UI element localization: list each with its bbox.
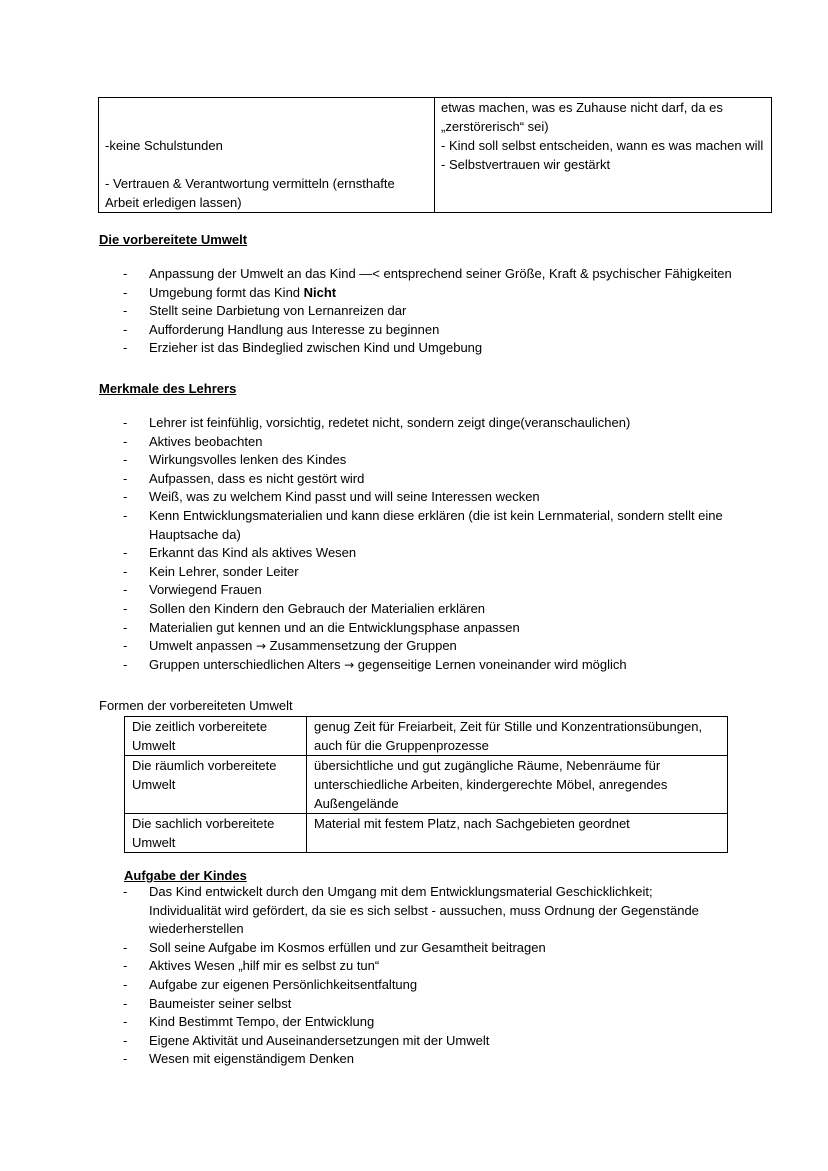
list-item: - Soll seine Aufgabe im Kosmos erfüllen und zur Gesamtheit beitragen	[99, 939, 709, 958]
dash-bullet: -	[123, 958, 128, 974]
lehrer-section	[99, 381, 759, 674]
dash-bullet: -	[123, 284, 128, 300]
list-item: - Das Kind entwickelt durch den Umgang mit dem Entwicklungsmaterial Geschicklichkeit; Individualität wird gefördert, da sie es sich selbst - aussuchen, muss Ordnung der Gegenstände wiederherstellen	[123, 884, 699, 937]
list-item: - Aktives Wesen „hilf mir es selbst zu tun“	[99, 957, 709, 976]
list-item: - Wesen mit eigenständigem Denken	[99, 1050, 709, 1069]
list-item: - Gruppen unterschiedlichen Alters → gegenseitige Lernen voneinander wird möglich	[99, 656, 759, 675]
dash-bullet: -	[123, 1051, 128, 1067]
list-item: - Aufforderung Handlung aus Interesse zu beginnen	[99, 321, 759, 340]
dash-bullet: -	[123, 489, 128, 505]
kind-list	[99, 883, 709, 1069]
emphasis-text: Nicht	[303, 284, 337, 300]
table-text: -keine Schulstunden	[105, 138, 223, 153]
table-text: etwas machen, was es Zuhause nicht darf, da es „zerstörerisch“ sei)	[441, 100, 723, 134]
dash-bullet: -	[123, 340, 128, 356]
list-item: - Aufgabe zur eigenen Persönlichkeitsentfaltung	[99, 976, 709, 995]
list-item: - Aufpassen, dass es nicht gestört wird	[99, 470, 759, 489]
dash-bullet: -	[123, 600, 128, 616]
list-item: - Anpassung der Umwelt an das Kind —< entsprechend seiner Größe, Kraft & psychischer Fähigkeiten	[99, 265, 759, 284]
table-cell-label: Die räumlich vorbereitete Umwelt	[125, 756, 307, 814]
dash-bullet: -	[123, 303, 128, 319]
list-item: - Umwelt anpassen → Zusammensetzung der Gruppen	[99, 637, 759, 656]
dash-bullet: -	[123, 656, 128, 672]
dash-bullet: -	[123, 582, 128, 598]
table-row	[99, 98, 772, 213]
list-item: - Erkannt das Kind als aktives Wesen	[99, 544, 759, 563]
table-row	[125, 756, 728, 814]
dash-bullet: -	[123, 433, 128, 449]
dash-bullet: -	[123, 939, 128, 955]
dash-bullet: -	[123, 563, 128, 579]
comparison-table	[98, 97, 772, 213]
dash-bullet: -	[123, 321, 128, 337]
table-text: - Kind soll selbst entscheiden, wann es was machen will	[441, 138, 764, 153]
list-item: - Weiß, was zu welchem Kind passt und will seine Interessen wecken	[99, 488, 759, 507]
list-item: - Stellt seine Darbietung von Lernanreizen dar	[99, 302, 759, 321]
table-text: - Vertrauen & Verantwortung vermitteln (ernsthafte Arbeit erledigen lassen)	[105, 176, 395, 210]
list-item: - Umgebung formt das Kind Nicht	[99, 284, 759, 303]
dash-bullet: -	[123, 619, 128, 635]
list-item: - Baumeister seiner selbst	[99, 995, 709, 1014]
dash-bullet: -	[123, 470, 128, 486]
list-item: - Kenn Entwicklungsmaterialien und kann diese erklären (die ist kein Lernmaterial, sondern stellt eine Hauptsache da)	[123, 507, 723, 542]
dash-bullet: -	[123, 638, 128, 654]
arrow-right-icon: →	[255, 639, 267, 654]
table-text: - Selbstvertrauen wir gestärkt	[441, 157, 611, 172]
dash-bullet: -	[123, 1032, 128, 1048]
list-item: - Sollen den Kindern den Gebrauch der Materialien erklären	[99, 600, 759, 619]
dash-bullet: -	[123, 266, 128, 281]
umwelt-list	[99, 265, 759, 358]
table-cell-label: Die sachlich vorbereitete Umwelt	[125, 814, 307, 853]
kind-section	[99, 868, 709, 1069]
table-cell-text: genug Zeit für Freiarbeit, Zeit für Stille und Konzentrationsübungen, auch für die Gruppenprozesse	[307, 717, 728, 756]
table-cell-right	[435, 98, 772, 213]
dash-bullet: -	[123, 545, 128, 561]
section-heading: Aufgabe der Kindes	[124, 868, 247, 883]
dash-bullet: -	[123, 452, 128, 468]
dash-bullet: -	[123, 1014, 128, 1030]
dash-bullet: -	[123, 884, 128, 899]
section-heading: Merkmale des Lehrers	[99, 381, 237, 396]
arrow-right-icon: →	[344, 657, 355, 672]
list-item: - Lehrer ist feinfühlig, vorsichtig, redetet nicht, sondern zeigt dinge(veranschaulichen)	[99, 414, 759, 433]
table-cell-label: Die zeitlich vorbereitete Umwelt	[125, 717, 307, 756]
dash-bullet: -	[123, 976, 128, 992]
list-item: - Kind Bestimmt Tempo, der Entwicklung	[99, 1013, 709, 1032]
table-cell-text: übersichtliche und gut zugängliche Räume, Nebenräume für unterschiedliche Arbeiten, kindergerechte Möbel, anregendes Außengelände	[307, 756, 728, 814]
dash-bullet: -	[123, 995, 128, 1011]
list-item: - Materialien gut kennen und an die Entwicklungsphase anpassen	[99, 619, 759, 638]
list-item: - Vorwiegend Frauen	[99, 581, 759, 600]
table-cell-left	[99, 98, 435, 213]
list-item: - Eigene Aktivität und Auseinandersetzungen mit der Umwelt	[99, 1032, 709, 1051]
list-item: - Kein Lehrer, sonder Leiter	[99, 563, 759, 582]
umwelt-section	[99, 232, 759, 358]
lehrer-list	[99, 414, 759, 674]
table-row	[125, 814, 728, 853]
table-row	[125, 717, 728, 756]
dash-bullet: -	[123, 507, 128, 523]
list-item: - Wirkungsvolles lenken des Kindes	[99, 451, 759, 470]
list-item: - Aktives beobachten	[99, 433, 759, 452]
formen-table	[124, 716, 728, 853]
dash-bullet: -	[123, 415, 128, 430]
list-item: - Erzieher ist das Bindeglied zwischen Kind und Umgebung	[99, 339, 759, 358]
section-heading: Die vorbereitete Umwelt	[99, 232, 248, 247]
table-cell-text: Material mit festem Platz, nach Sachgebieten geordnet	[307, 814, 728, 853]
formen-caption: Formen der vorbereiteten Umwelt	[99, 698, 293, 713]
